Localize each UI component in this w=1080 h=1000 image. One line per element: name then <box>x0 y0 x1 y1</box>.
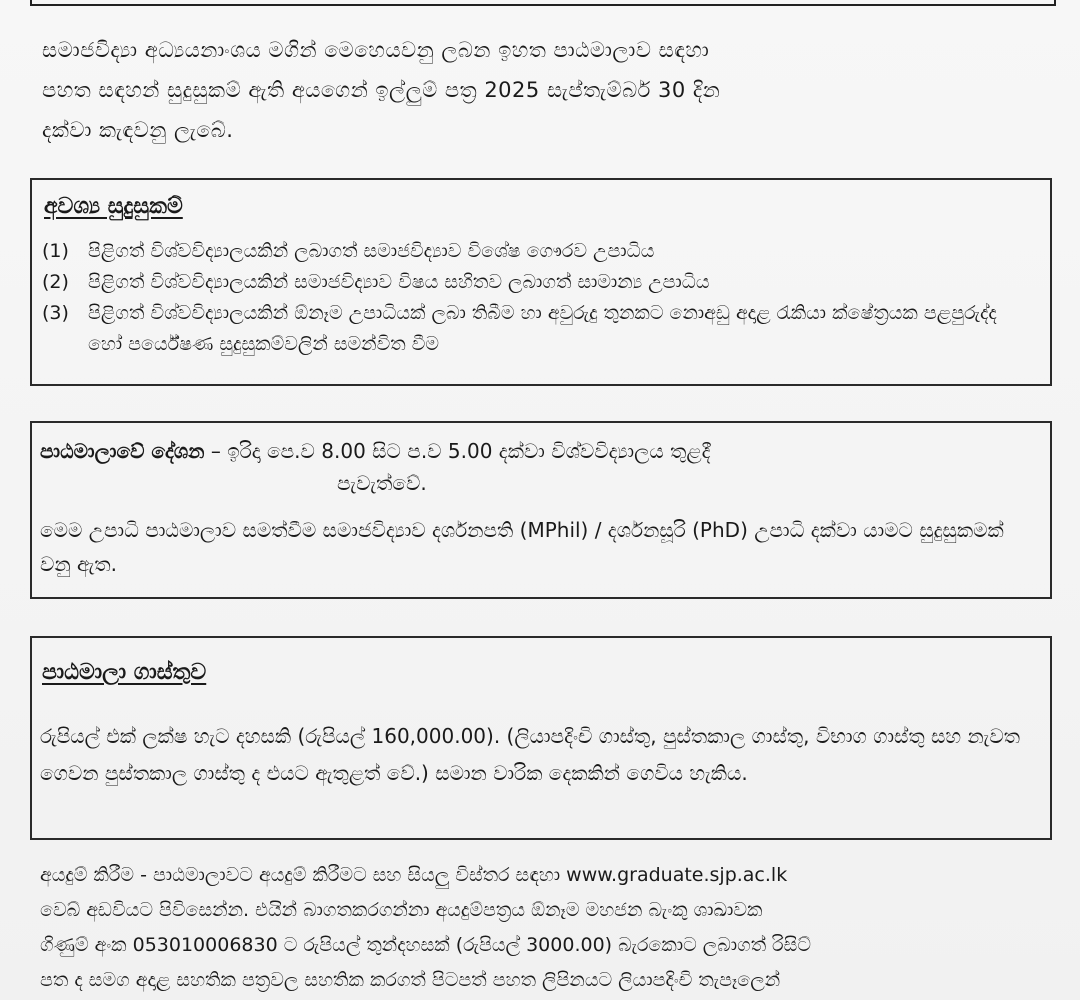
requirements-box <box>30 178 1052 386</box>
requirement-text: පිළිගත් විශ්වවිද්‍යාලයකින් සමාජවිද්‍යාව විෂය සහිතව ලබාගත් සාමාන්‍ය උපාධිය <box>88 271 710 293</box>
fee-box <box>30 636 1052 840</box>
requirement-text: පිළිගත් විශ්වවිද්‍යාලයකින් ලබාගත් සමාජවිද්‍යාව විශේෂ ගෞරව උපාධිය <box>88 240 655 262</box>
apply-line <box>40 858 1040 893</box>
apply-line: පත ද සමග අදාළ සහතික පත්‍රවල සහතික කරගත් පිටපත් පහත ලිපිනයට ලියාපදිංචි තැපෑලෙන් <box>40 969 781 991</box>
lectures-schedule: ඉරිදා පෙ.ව 8.00 සිට ප.ව 5.00 දක්වා විශ්වවිද්‍යාලය තුළදී <box>227 439 711 463</box>
requirement-number: (3) <box>42 302 69 324</box>
lectures-schedule-continued: පැවැත්වේ. <box>337 471 427 495</box>
requirement-item <box>42 267 1032 298</box>
apply-text: අයදුම් කිරීම - පාඨමාලාවට අයදුම් කිරීමට සහ සියලු විස්තර සඳහා <box>40 864 567 886</box>
lectures-label: පාඨමාලාවේ දේශන <box>40 439 205 463</box>
apply-paragraph <box>40 858 1040 998</box>
apply-line: ගිණුම් අංක 053010006830 ට රුපියල් තුන්දහසක් (රුපියල් 3000.00) බැරකොට ලබාගත් රිසිට් <box>40 934 811 956</box>
apply-line: වෙබ් අඩවියට පිවිසෙන්න. එයින් බාගතකරගන්නා අයදුම්පත්‍රය ඕනෑම මහජන බැංකු ශාඛාවක <box>40 899 763 921</box>
lectures-box <box>30 421 1052 599</box>
website-link[interactable]: www.graduate.sjp.ac.lk <box>566 864 788 886</box>
requirements-list <box>42 236 1032 360</box>
lectures-dash: – <box>204 439 228 463</box>
intro-line: සමාජවිද්‍යා අධ්‍යයනාංශය මගින් මෙහෙයවනු ලබන ඉහත පාඨමාලාව සඳහා <box>42 38 710 62</box>
requirement-number: (1) <box>42 240 69 262</box>
top-box-border <box>30 0 1056 6</box>
intro-line: පහත සඳහන් සුදුසුකම් ඇති අයගෙන් ඉල්ලුම් පත්‍ර 2025 සැප්තැම්බර් 30 දින <box>42 78 721 102</box>
fee-heading: පාඨමාලා ගාස්තුව <box>42 660 207 685</box>
fee-text: රුපියල් එක් ලක්ෂ හැට දහසකි (රුපියල් 160,000.00). (ලියාපදිංචි ගාස්තු, පුස්තකාල ගාස්තු, විභාග ගාස්තු සහ නැවත ගෙවන පුස්තකාල ගාස්තු ද එයට ඇතුළත් වේ.) සමාන වාරික දෙකකින් ගෙවිය හැකිය. <box>40 724 1020 785</box>
requirement-item <box>42 236 1032 267</box>
lectures-line <box>40 435 1040 467</box>
requirement-number: (2) <box>42 271 69 293</box>
requirement-item <box>42 298 1032 360</box>
intro-paragraph <box>42 30 1032 150</box>
intro-line: දක්වා කැඳවනු ලැබේ. <box>42 118 234 142</box>
requirements-heading: අවශ්‍ය සුදුසුකම් <box>44 194 183 219</box>
lectures-note: මෙම උපාධි පාඨමාලාව සමත්වීම සමාජවිද්‍යාව දර්ශනපති (MPhil) / දර්ශනසූරි (PhD) උපාධි දක්වා යාමට සුදුසුකමක් වනු ඇත. <box>40 518 1004 576</box>
requirement-text: පිළිගත් විශ්වවිද්‍යාලයකින් ඕනෑම උපාධියක් ලබා තිබීම හා අවුරුදු තුනකට නොඅඩු අදාළ රැකියා ක්ෂේත්‍රයක පළපුරුද්ද හෝ පර්යේෂණ සුදුසුකම්වලින් සමන්විත වීම <box>88 302 997 355</box>
